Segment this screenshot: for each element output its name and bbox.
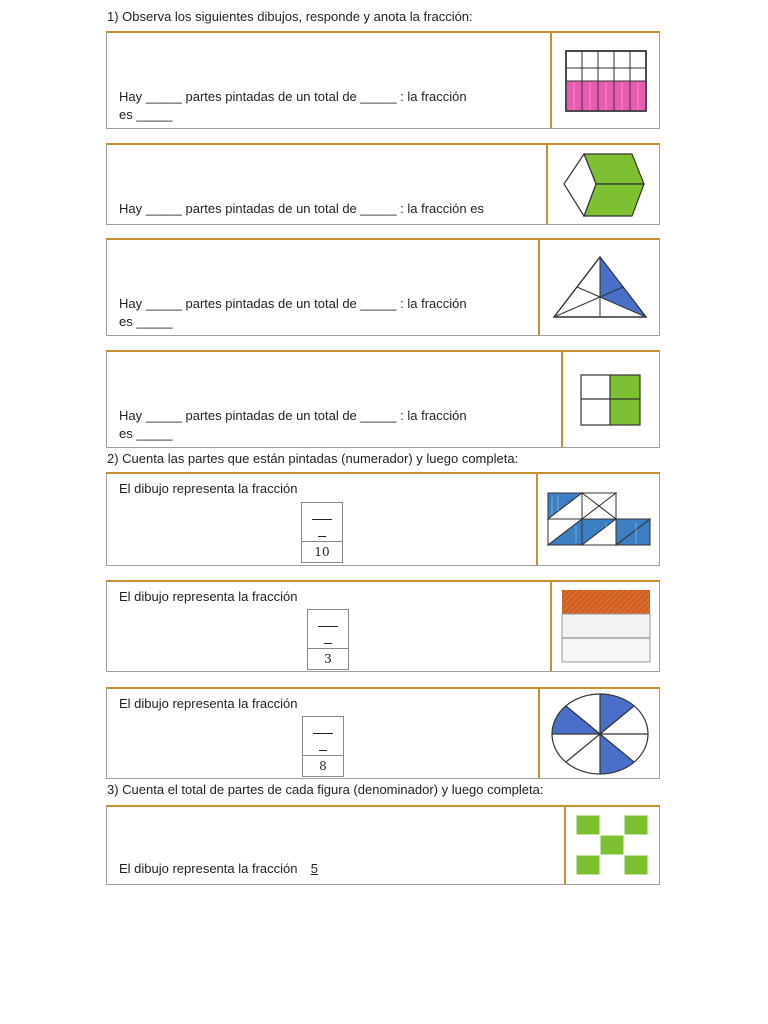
rectangle-grid-icon [552,33,659,128]
card-4 [106,350,660,448]
fraction-box-1[interactable] [301,502,343,563]
square-grid-icon [563,352,659,447]
numerator-blank-2[interactable] [308,610,348,649]
denominator-1: 10 [314,545,330,559]
card-3-text [119,295,467,331]
card-3 [106,238,660,336]
card-8 [106,805,660,885]
card-4-text [119,407,467,443]
card-5 [106,472,660,566]
card-1 [106,31,660,129]
numerator-5: 5 [310,861,318,876]
card-7-label: El dibujo representa la fracción [119,696,298,711]
numerator-blank-3[interactable] [303,717,343,756]
denominator-2: 3 [324,652,332,666]
card-2-line1: Hay _____ partes pintadas de un total de _____ : la fracción es [119,201,484,216]
card-1-line2: es _____ [119,107,173,122]
card-4-line2: es _____ [119,426,173,441]
fraction-box-2[interactable] [307,609,349,670]
checker-grid-icon [566,807,659,884]
triangle-strip-icon [538,474,659,565]
triangle-icon [540,240,659,335]
card-1-text [119,88,467,124]
card-6-label: El dibujo representa la fracción [119,589,298,604]
card-4-line1: Hay _____ partes pintadas de un total de _____ : la fracción [119,408,467,423]
section1-heading: 1) Observa los siguientes dibujos, responde y anota la fracción: [107,9,473,24]
numerator-blank-1[interactable] [302,503,342,542]
card-3-line2: es _____ [119,314,173,329]
fraction-box-3[interactable] [302,716,344,777]
card-5-label: El dibujo representa la fracción [119,481,298,496]
section3-heading: 3) Cuenta el total de partes de cada figura (denominador) y luego completa: [107,782,544,797]
card-6 [106,580,660,672]
card-3-line1: Hay _____ partes pintadas de un total de _____ : la fracción [119,296,467,311]
circle-sectors-icon [540,689,659,778]
striped-rectangle-icon [552,582,659,671]
card-2-text [119,200,484,218]
denominator-3: 8 [319,759,327,773]
card-7 [106,687,660,779]
card-8-label: El dibujo representa la fracción [119,861,298,876]
card-8-text [119,860,322,878]
cube-icon [548,145,659,224]
section2-heading: 2) Cuenta las partes que están pintadas (numerador) y luego completa: [107,451,519,466]
card-1-line1: Hay _____ partes pintadas de un total de _____ : la fracción [119,89,467,104]
card-2 [106,143,660,225]
